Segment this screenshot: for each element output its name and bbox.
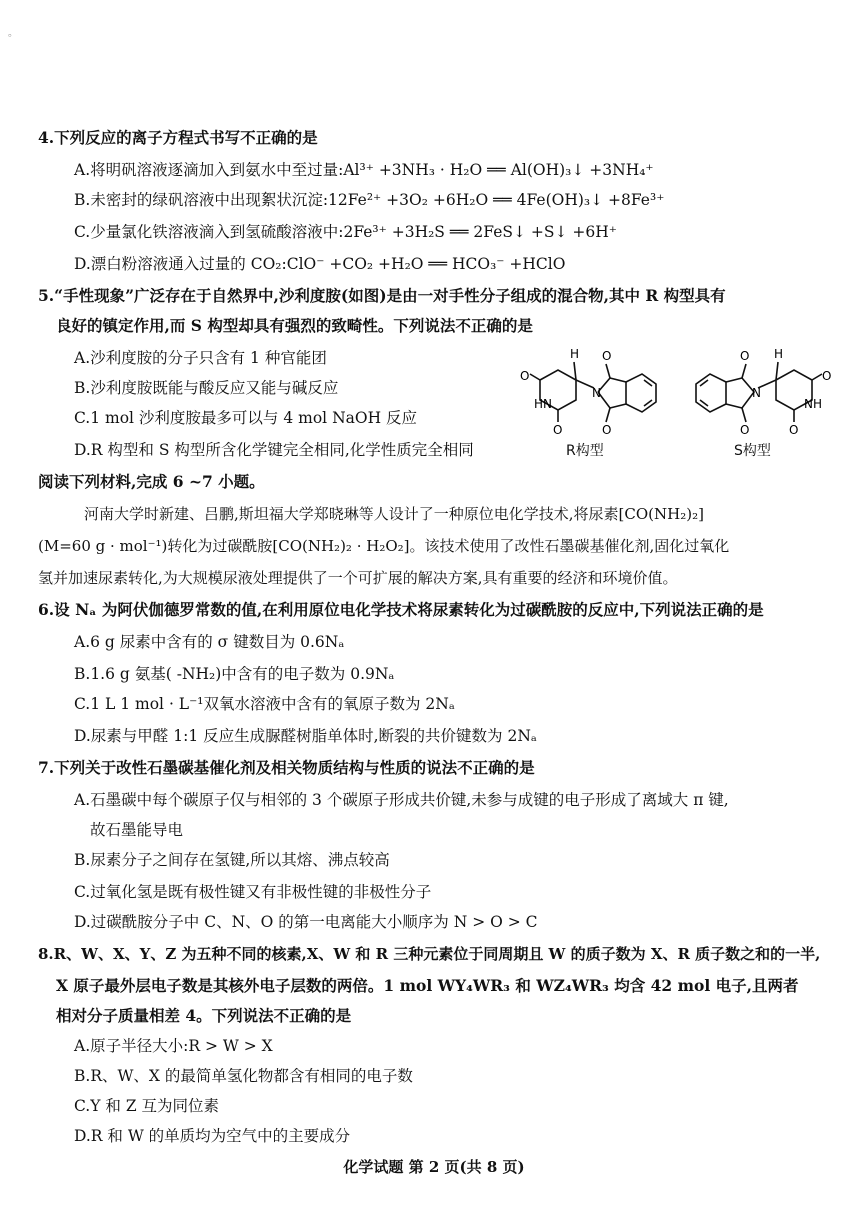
s-atom-nh: NH <box>804 397 822 411</box>
q6-stem: 6.设 Nₐ 为阿伏伽德罗常数的值,在利用原位电化学技术将尿素转化为过碳酰胺的反应中,下列说法正确的是 <box>38 600 764 619</box>
q8-option-d: D.R 和 W 的单质均为空气中的主要成分 <box>74 1127 351 1145</box>
label-r-configuration: R构型 <box>566 443 604 459</box>
s-atom-o-right: O <box>822 369 832 383</box>
r-atom-o-left: O <box>520 369 530 383</box>
q7-option-d: D.过碳酰胺分子中 C、N、O 的第一电离能大小顺序为 N > O > C <box>74 913 538 931</box>
q8-option-b: B.R、W、X 的最简单氢化物都含有相同的电子数 <box>74 1067 413 1085</box>
q4-option-c: C.少量氯化铁溶液滴入到氢硫酸溶液中:2Fe³⁺ +3H₂S ══ 2FeS↓ +S↓ +6H⁺ <box>74 223 617 241</box>
r-atom-o-bottom: O <box>553 423 563 437</box>
q7-option-c: C.过氧化氢是既有极性键又有非极性键的非极性分子 <box>74 883 432 901</box>
reading-intro: 阅读下列材料,完成 6 ~7 小题。 <box>38 472 265 491</box>
thalidomide-r-structure <box>518 340 668 440</box>
q8-option-a: A.原子半径大小:R > W > X <box>74 1037 273 1055</box>
s-atom-o-low: O <box>740 423 750 437</box>
q7-stem: 7.下列关于改性石墨碳基催化剂及相关物质结构与性质的说法不正确的是 <box>38 758 535 777</box>
thalidomide-s-structure <box>684 340 834 440</box>
q7-option-b: B.尿素分子之间存在氢键,所以其熔、沸点较高 <box>74 851 390 869</box>
label-s-configuration: S构型 <box>734 443 771 459</box>
q5-option-c: C.1 mol 沙利度胺最多可以与 4 mol NaOH 反应 <box>74 409 418 427</box>
s-atom-o-bottom: O <box>789 423 799 437</box>
q5-stem-line2: 良好的镇定作用,而 S 构型却具有强烈的致畸性。下列说法不正确的是 <box>56 316 533 335</box>
page-footer: 化学试题 第 2 页(共 8 页) <box>343 1158 525 1176</box>
r-atom-hn: HN <box>534 397 552 411</box>
q4-stem: 4.下列反应的离子方程式书写不正确的是 <box>38 128 318 147</box>
q5-option-d: D.R 构型和 S 构型所含化学键完全相同,化学性质完全相同 <box>74 441 474 459</box>
q8-stem-line1: 8.R、W、X、Y、Z 为五种不同的核素,X、W 和 R 三种元素位于同周期且 W 的质子数为 X、R 质子数之和的一半, <box>38 945 821 963</box>
q8-stem-line2: X 原子最外层电子数是其核外电子层数的两倍。1 mol WY₄WR₃ 和 WZ₄WR₃ 均含 42 mol 电子,且两者 <box>56 976 799 995</box>
s-atom-n: N <box>752 386 761 400</box>
s-atom-o-top: O <box>740 349 750 363</box>
q6-option-a: A.6 g 尿素中含有的 σ 键数目为 0.6Nₐ <box>74 633 345 651</box>
reading-paragraph-line3: 氢并加速尿素转化,为大规模尿液处理提供了一个可扩展的解决方案,具有重要的经济和环境价值。 <box>38 569 678 587</box>
q5-option-a: A.沙利度胺的分子只含有 1 种官能团 <box>74 349 327 367</box>
r-atom-o-top: O <box>602 349 612 363</box>
r-atom-h: H <box>570 347 580 361</box>
r-atom-n: N <box>592 386 601 400</box>
q5-option-b: B.沙利度胺既能与酸反应又能与碱反应 <box>74 379 339 397</box>
q4-option-d: D.漂白粉溶液通入过量的 CO₂:ClO⁻ +CO₂ +H₂O ══ HCO₃⁻ +HClO <box>74 255 566 273</box>
q4-option-a: A.将明矾溶液逐滴加入到氨水中至过量:Al³⁺ +3NH₃ · H₂O ══ Al(OH)₃↓ +3NH₄⁺ <box>74 161 654 179</box>
q5-stem-line1: 5.“手性现象”广泛存在于自然界中,沙利度胺(如图)是由一对手性分子组成的混合物,其中 R 构型具有 <box>38 286 726 305</box>
r-atom-o-low: O <box>602 423 612 437</box>
q7-option-a-line1: A.石墨碳中每个碳原子仅与相邻的 3 个碳原子形成共价键,未参与成键的电子形成了离域大 π 键, <box>74 791 729 809</box>
q8-option-c: C.Y 和 Z 互为同位素 <box>74 1097 220 1115</box>
q4-option-b: B.未密封的绿矾溶液中出现絮状沉淀:12Fe²⁺ +3O₂ +6H₂O ══ 4Fe(OH)₃↓ +8Fe³⁺ <box>74 191 665 209</box>
q6-option-d: D.尿素与甲醛 1:1 反应生成脲醛树脂单体时,断裂的共价键数为 2Nₐ <box>74 727 537 745</box>
corner-mark: 。 <box>8 28 18 39</box>
reading-paragraph-line1: 河南大学时新建、吕鹏,斯坦福大学郑晓琳等人设计了一种原位电化学技术,将尿素[CO(NH₂)₂] <box>84 505 704 523</box>
q7-option-a-line2: 故石墨能导电 <box>90 821 184 839</box>
q8-stem-line3: 相对分子质量相差 4。下列说法不正确的是 <box>56 1006 352 1025</box>
reading-paragraph-line2: (M=60 g · mol⁻¹)转化为过碳酰胺[CO(NH₂)₂ · H₂O₂]。该技术使用了改性石墨碳基催化剂,固化过氧化 <box>38 537 730 555</box>
s-atom-h: H <box>774 347 784 361</box>
q6-option-b: B.1.6 g 氨基( -NH₂)中含有的电子数为 0.9Nₐ <box>74 665 395 683</box>
q6-option-c: C.1 L 1 mol · L⁻¹双氧水溶液中含有的氧原子数为 2Nₐ <box>74 695 455 713</box>
